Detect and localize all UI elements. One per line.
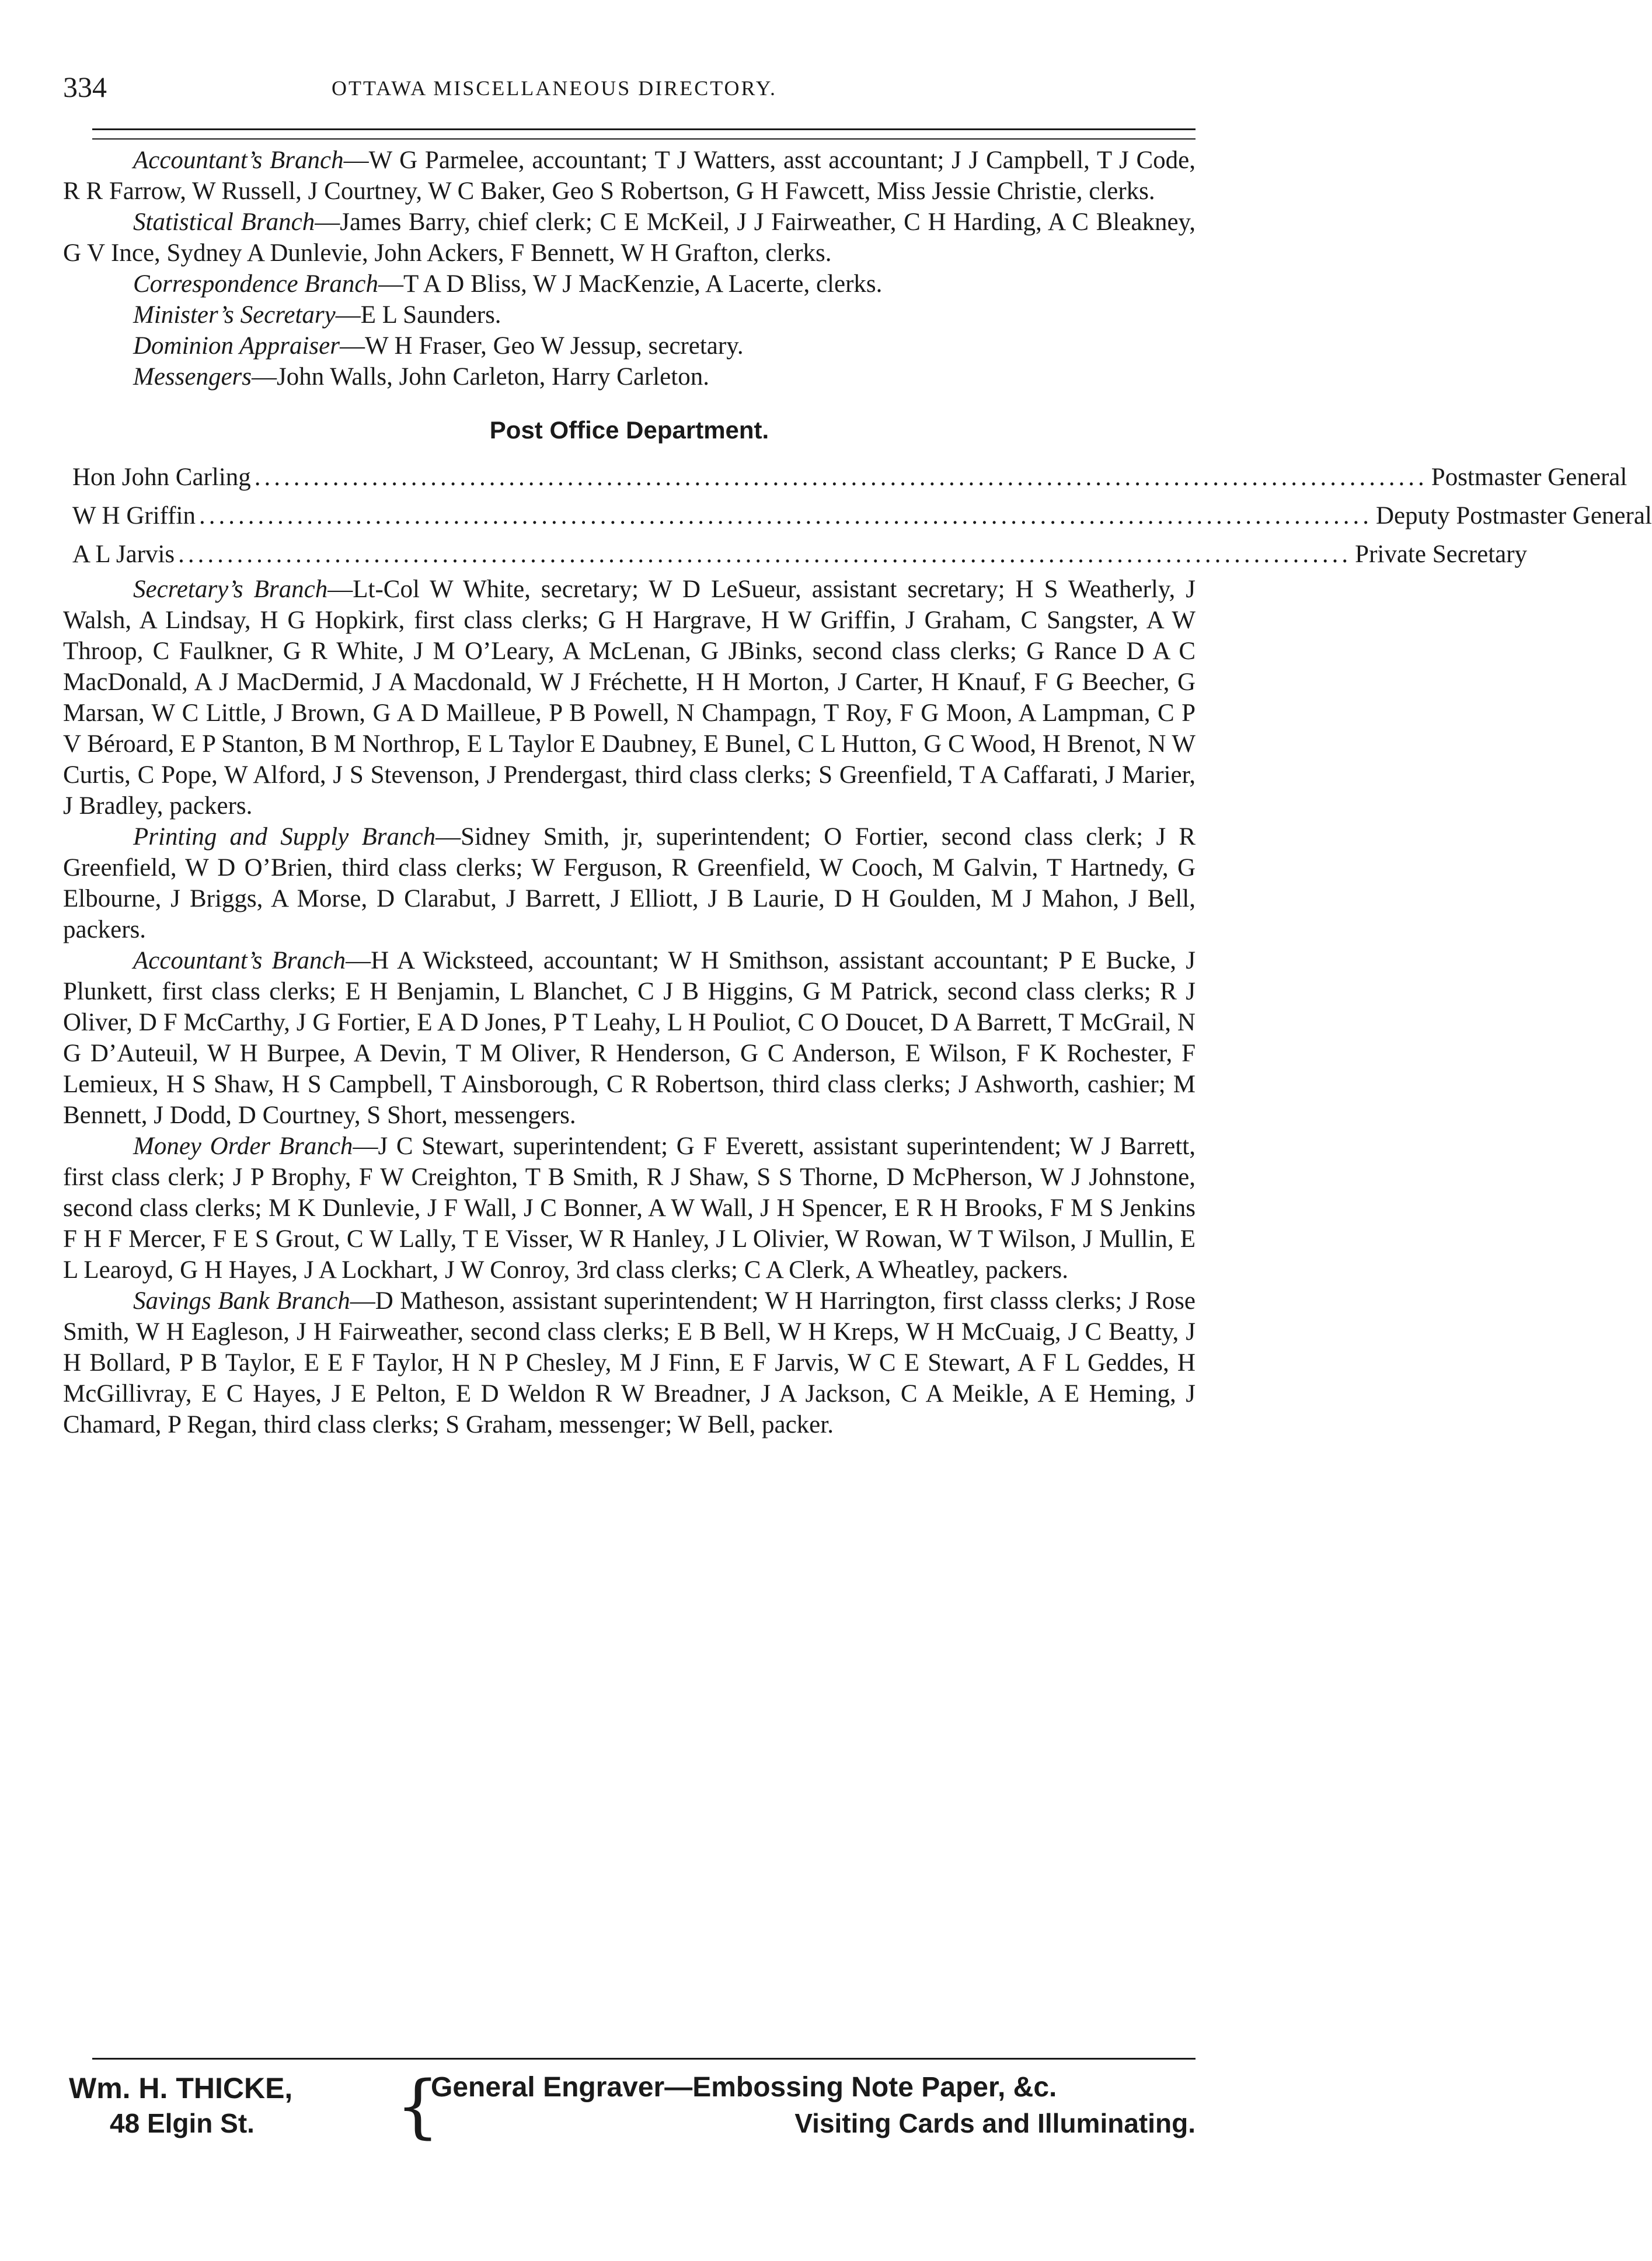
page-number: 334 [63,71,107,103]
staff-name: W H Griffin [72,502,196,529]
branch-entry [63,299,1196,330]
branch-label: Minister’s Secretary [133,301,336,329]
branch-label: Secretary’s Branch [133,576,328,603]
advertiser-name: Wm. H. THICKE, [69,2072,293,2105]
branch-entry [63,1285,1196,1440]
branch-entry [63,269,1196,299]
branch-label: Savings Bank Branch [133,1287,350,1315]
branch-label: Money Order Branch [133,1133,353,1160]
directory-page [63,0,1652,2261]
staff-name: A L Jarvis [72,541,175,568]
advertiser-address: 48 Elgin St. [110,2108,255,2138]
advertisement [69,2065,1196,2159]
branch-label: Correspondence Branch [133,270,378,298]
branch-text: —E L Saunders. [335,301,501,329]
branch-entry [63,574,1196,821]
branch-label: Printing and Supply Branch [133,823,436,851]
staff-list [63,458,1652,574]
branch-label: Dominion Appraiser [133,332,340,360]
brace-glyph: { [396,2065,440,2146]
sections-top [63,145,1196,392]
staff-name: Hon John Carling [72,464,251,491]
branch-label: Statistical Branch [133,208,315,236]
footer-rule [92,2058,1196,2060]
page-header [63,70,1196,111]
branch-entry [63,945,1196,1131]
advertisement-line-2: Visiting Cards and Illuminating. [794,2108,1196,2138]
running-title: OTTAWA MISCELLANEOUS DIRECTORY. [332,76,777,100]
branch-text: —Lt-Col W White, secretary; W D LeSueur, assistant secretary; H S Weatherly, J Walsh, A Lindsay, H G Hopkirk, first class clerks; G H Hargrave, H W Griffin, J Graham, C Sangster, A W Throop, C Faulkner, G R White, J M O’Leary, A McLenan, G JBinks, second class clerks; G Rance D A C MacDonald, A J MacDermid, J A Macdonald, W J Fréchette, H H Morton, J Carter, H Knauf, F G Beecher, G Marsan, W C Little, J Brown, G A D Mailleue, P B Powell, N Champagn, T Roy, F G Moon, A Lampman, C P V Béroard, E P Stanton, B M Northrop, E L Taylor E Daubney, E Bunel, C L Hutton, G C Wood, H Brenot, N W Curtis, C Pope, W Alford, J S Stevenson, J Prendergast, third class clerks; S Greenfield, T A Caffarati, J Marier, J Bradley, packers. [63,576,1196,820]
staff-title: Private Secretary [1355,541,1528,568]
branch-text: —W H Fraser, Geo W Jessup, secretary. [339,332,744,360]
staff-row [72,535,1528,574]
branch-entry [63,145,1196,207]
branch-text: —T A D Bliss, W J MacKenzie, A Lacerte, clerks. [378,270,883,298]
branch-entry [63,821,1196,945]
branch-entry [63,207,1196,269]
branch-entry [63,361,1196,392]
staff-title: Postmaster General [1431,464,1627,491]
branch-text: —Sidney Smith, jr, superintendent; O Fortier, second class clerk; J R Greenfield, W D O’Brien, third class clerks; W Ferguson, R Greenfield, W Cooch, M Galvin, T Hartnedy, G Elbourne, J Briggs, A Morse, D Clarabut, J Barrett, J Elliott, J B Laurie, D H Goulden, M J Mahon, J Bell, packers. [63,823,1196,943]
staff-row [72,458,1627,497]
page-body [63,145,1652,1440]
header-rule [92,128,1196,140]
branch-entry [63,1131,1196,1285]
branch-text: —J C Stewart, superintendent; G F Everett, assistant superintendent; W J Barrett, first class clerk; J P Brophy, F W Creighton, T B Smith, R J Shaw, S S Thorne, D McPherson, W J Johnstone, second class clerks; M K Dunlevie, J F Wall, J C Bonner, A W Wall, J H Spencer, E R H Brooks, F M S Jenkins F H F Mercer, F E S Grout, C W Lally, T E Visser, W R Hanley, J L Olivier, W Rowan, W T Wilson, J Mullin, E L Learoyd, G H Hayes, J A Lockhart, J W Conroy, 3rd class clerks; C A Clerk, A Wheatley, packers. [63,1133,1196,1284]
staff-row [72,497,1652,535]
advertisement-line-1: General Engraver—Embossing Note Paper, &c. [431,2072,1057,2103]
staff-title: Deputy Postmaster General [1376,502,1652,529]
branch-entry [63,330,1196,361]
dot-leader: ........................................................................................................................ [178,541,1352,568]
branch-text: —James Barry, chief clerk; C E McKeil, J J Fairweather, C H Harding, A C Bleakney, G V Ince, Sydney A Dunlevie, John Ackers, F Bennett, W H Grafton, clerks. [63,208,1196,267]
branch-label: Accountant’s Branch [133,947,346,974]
branch-text: —W G Parmelee, accountant; T J Watters, asst accountant; J J Campbell, T J Code, R R Farrow, W Russell, J Courtney, W C Baker, Geo S Robertson, G H Fawcett, Miss Jessie Christie, clerks. [63,147,1196,205]
dot-leader: ........................................................................................................................ [254,464,1428,491]
branch-text: —H A Wicksteed, accountant; W H Smithson, assistant accountant; P E Bucke, J Plunkett, first class clerks; E H Benjamin, L Blanchet, C J B Higgins, G M Patrick, second class clerks; R J Oliver, D F McCarthy, J G Fortier, E A D Jones, P T Leahy, L H Pouliot, C O Doucet, D A Barrett, T McGrail, N G D’Auteuil, W H Burpee, A Devin, T M Oliver, R Henderson, G C Anderson, E Wilson, F K Rochester, F Lemieux, H S Shaw, H S Campbell, T Ainsborough, C R Robertson, third class clerks; J Ashworth, cashier; M Bennett, J Dodd, D Courtney, S Short, messengers. [63,947,1196,1129]
department-heading: Post Office Department. [489,416,769,444]
branch-label: Messengers [133,363,252,391]
dot-leader: ........................................................................................................................ [199,502,1372,529]
branch-text: —D Matheson, assistant superintendent; W H Harrington, first classs clerks; J Rose Smith, W H Eagleson, J H Fairweather, second class clerks; E B Bell, W H Kreps, W H McCuaig, J C Beatty, J H Bollard, P B Taylor, E E F Taylor, H N P Chesley, M J Finn, E F Jarvis, W C E Stewart, A F L Geddes, H McGillivray, E C Hayes, J E Pelton, E D Weldon R W Breadner, J A Jackson, C A Meikle, A E Heming, J Chamard, P Regan, third class clerks; S Graham, messenger; W Bell, packer. [63,1287,1196,1438]
branch-label: Accountant’s Branch [133,147,344,174]
branch-text: —John Walls, John Carleton, Harry Carleton. [252,363,709,391]
sections-bottom [63,574,1196,1440]
